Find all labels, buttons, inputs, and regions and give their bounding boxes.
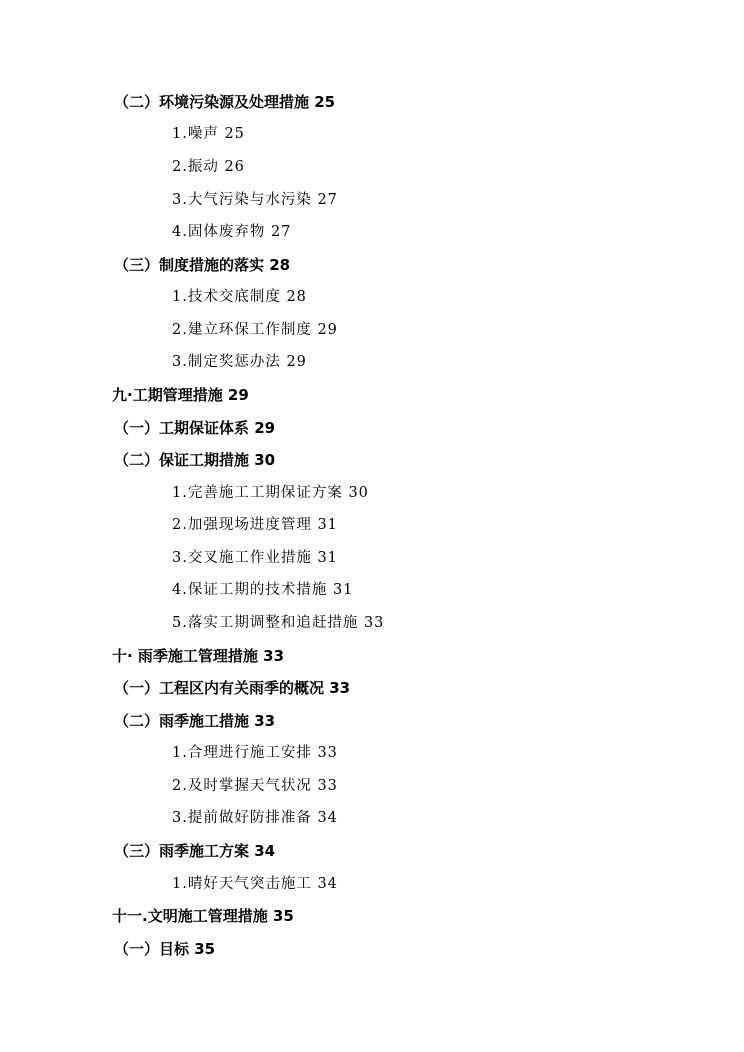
- toc-entry-heading-2[interactable]: （一）目标 35: [114, 940, 216, 958]
- toc-entry-heading-3[interactable]: 3.交叉施工作业措施 31: [172, 550, 338, 566]
- toc-entry-heading-1[interactable]: 十一.文明施工管理措施 35: [112, 907, 294, 925]
- toc-entry-heading-3[interactable]: 1.噪声 25: [172, 126, 245, 142]
- toc-entry-heading-3[interactable]: 3.制定奖惩办法 29: [172, 354, 307, 370]
- toc-entry-heading-3[interactable]: 1.合理进行施工安排 33: [172, 745, 338, 761]
- toc-entry-heading-3[interactable]: 4.固体废弃物 27: [172, 224, 292, 240]
- toc-entry-heading-3[interactable]: 1.技术交底制度 28: [172, 289, 307, 305]
- toc-entry-heading-3[interactable]: 2.加强现场进度管理 31: [172, 517, 338, 533]
- toc-entry-heading-3[interactable]: 2.建立环保工作制度 29: [172, 322, 338, 338]
- toc-entry-heading-1[interactable]: 九·工期管理措施 29: [112, 386, 249, 404]
- toc-entry-heading-2[interactable]: （二）保证工期措施 30: [114, 451, 276, 469]
- toc-entry-heading-2[interactable]: （二）雨季施工措施 33: [114, 712, 276, 730]
- toc-entry-heading-2[interactable]: （二）环境污染源及处理措施 25: [114, 93, 336, 111]
- toc-entry-heading-3[interactable]: 3.大气污染与水污染 27: [172, 192, 338, 208]
- toc-entry-heading-3[interactable]: 5.落实工期调整和追赶措施 33: [172, 615, 385, 631]
- toc-entry-heading-3[interactable]: 1.完善施工工期保证方案 30: [172, 485, 369, 501]
- toc-entry-heading-3[interactable]: 4.保证工期的技术措施 31: [172, 582, 354, 598]
- toc-entry-heading-1[interactable]: 十· 雨季施工管理措施 33: [112, 647, 285, 665]
- toc-entry-heading-2[interactable]: （一）工期保证体系 29: [114, 419, 276, 437]
- toc-entry-heading-3[interactable]: 2.及时掌握天气状况 33: [172, 778, 338, 794]
- toc-entry-heading-2[interactable]: （三）雨季施工方案 34: [114, 842, 276, 860]
- toc-entry-heading-2[interactable]: （一）工程区内有关雨季的概况 33: [114, 679, 351, 697]
- toc-entry-heading-3[interactable]: 2.振动 26: [172, 159, 245, 175]
- toc-entry-heading-3[interactable]: 3.提前做好防排准备 34: [172, 810, 338, 826]
- toc-entry-heading-2[interactable]: （三）制度措施的落实 28: [114, 256, 291, 274]
- toc-entry-heading-3[interactable]: 1.晴好天气突击施工 34: [172, 876, 338, 892]
